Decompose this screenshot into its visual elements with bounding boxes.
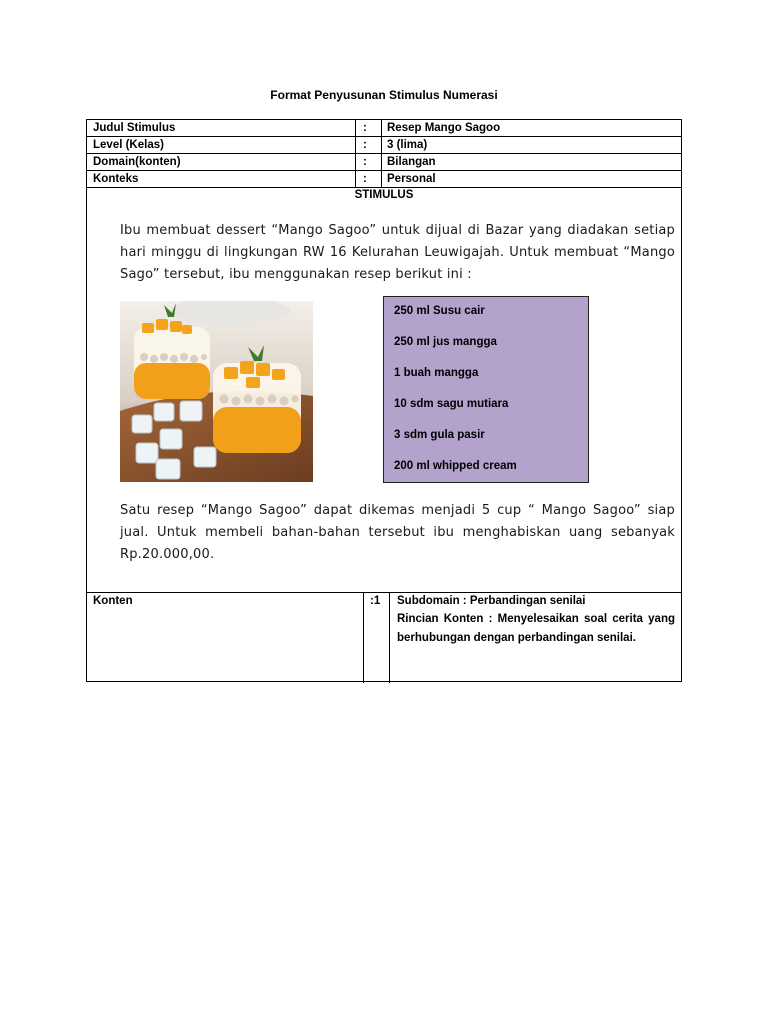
recipe-ingredients-box	[383, 296, 589, 483]
meta-label: Konteks	[93, 173, 139, 185]
meta-row-judul	[87, 120, 681, 137]
meta-colon: :	[363, 139, 367, 151]
recipe-item: 200 ml whipped cream	[394, 460, 517, 472]
meta-value: 3 (lima)	[387, 139, 428, 151]
recipe-item: 250 ml Susu cair	[394, 305, 485, 317]
konten-label: Konten	[93, 595, 133, 607]
recipe-item: 1 buah mangga	[394, 367, 479, 379]
konten-col-divider-2	[389, 592, 390, 683]
document-title: Format Penyusunan Stimulus Numerasi	[270, 88, 498, 102]
meta-row-level	[87, 137, 681, 154]
meta-label: Judul Stimulus	[93, 122, 176, 134]
stimulus-heading: STIMULUS	[354, 189, 414, 201]
recipe-item: 250 ml jus mangga	[394, 336, 497, 348]
meta-label: Level (Kelas)	[93, 139, 164, 151]
meta-value: Personal	[387, 173, 436, 185]
mango-sago-photo	[120, 301, 313, 482]
meta-label: Domain(konten)	[93, 156, 181, 168]
dessert-illustration	[120, 301, 313, 482]
meta-row-domain	[87, 154, 681, 171]
konten-row-separator	[87, 592, 681, 593]
recipe-item: 10 sdm sagu mutiara	[394, 398, 509, 410]
meta-value: Resep Mango Sagoo	[387, 122, 501, 134]
stimulus-closing-text: Satu resep “Mango Sagoo” dapat dikemas menjadi 5 cup “ Mango Sagoo” siap jual. Untuk membeli bahan-bahan tersebut ibu menghabiskan uang sebanyak Rp.20.000,00.	[120, 503, 675, 562]
meta-row-konteks	[87, 171, 681, 188]
recipe-item: 3 sdm gula pasir	[394, 429, 485, 441]
rincian-konten-text: Rincian Konten : Menyelesaikan soal cerita yang berhubungan dengan perbandingan senilai.	[397, 613, 675, 644]
meta-colon: :	[363, 122, 367, 134]
subdomain-text: Subdomain : Perbandingan senilai	[397, 595, 586, 607]
meta-colon: :	[363, 156, 367, 168]
stimulus-intro-text: Ibu membuat dessert “Mango Sagoo” untuk dijual di Bazar yang diadakan setiap hari minggu di lingkungan RW 16 Kelurahan Leuwigajah. Untuk membuat “Mango Sago” tersebut, ibu menggunakan resep berikut ini :	[120, 223, 675, 282]
konten-col-divider-1	[363, 592, 364, 683]
stimulus-form-table	[86, 119, 682, 682]
meta-value: Bilangan	[387, 156, 436, 168]
konten-colon: :1	[370, 595, 381, 607]
meta-colon: :	[363, 173, 367, 185]
